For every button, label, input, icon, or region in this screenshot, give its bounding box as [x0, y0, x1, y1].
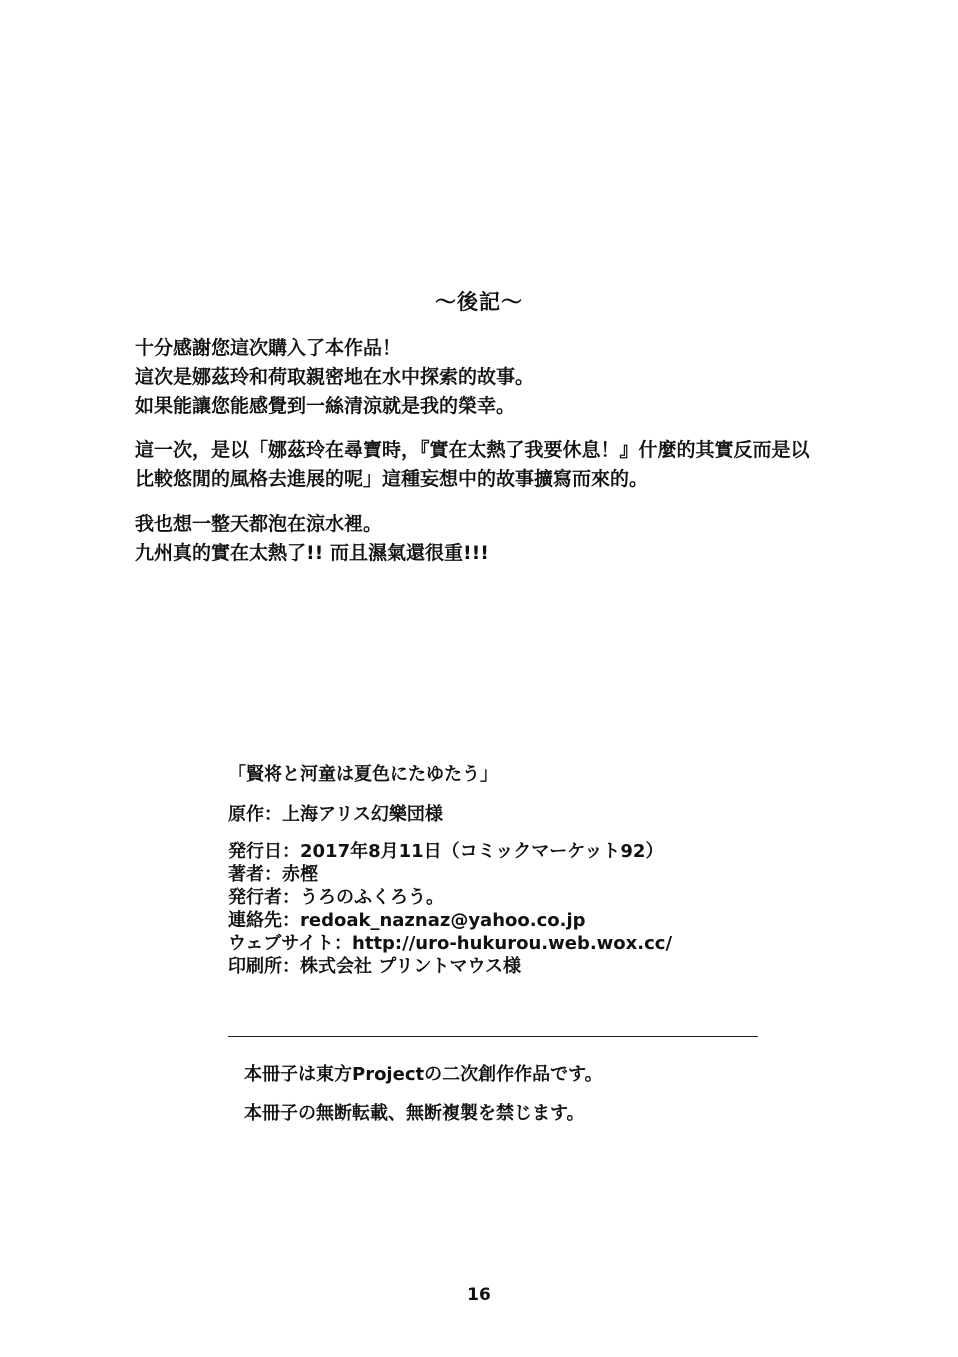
publisher: 発行者：うろのふくろう。: [228, 887, 444, 908]
website: ウェブサイト：http://uro-hukurou.web.wox.cc/: [228, 933, 673, 954]
afterword-paragraph: [135, 334, 534, 421]
contact-email: 連絡先：redoak_naznaz@yahoo.co.jp: [228, 910, 586, 931]
paragraph-line: 九州真的實在太熱了!! 而且濕氣還很重!!!: [135, 542, 489, 564]
divider: [228, 1036, 758, 1037]
paragraph-line: 我也想一整天都泡在涼水裡。: [135, 513, 383, 535]
afterword-paragraph: [135, 436, 810, 494]
paragraph-line: 十分感謝您這次購入了本作品！: [135, 337, 402, 359]
derivative-notice: 本冊子は東方Projectの二次創作作品です。: [244, 1064, 603, 1085]
copyright-notice: 本冊子の無断転載、無断複製を禁じます。: [244, 1103, 585, 1124]
original-work-credit: 原作：上海アリス幻樂団様: [228, 804, 443, 825]
printer: 印刷所：株式会社 プリントマウス様: [228, 956, 522, 977]
book-title: 「賢将と河童は夏色にたゆたう」: [228, 764, 498, 785]
colophon-credits: [228, 840, 672, 978]
author: 著者：赤樫: [228, 864, 318, 885]
page-number: 16: [467, 1285, 491, 1305]
paragraph-line: 比較悠閒的風格去進展的呢」這種妄想中的故事擴寫而來的。: [135, 468, 649, 490]
paragraph-line: 這次是娜茲玲和荷取親密地在水中探索的故事。: [135, 366, 535, 388]
paragraph-line: 這一次，是以「娜茲玲在尋寶時，『實在太熱了我要休息！』什麼的其實反而是以: [135, 439, 810, 461]
publish-date: 発行日：2017年8月11日（コミックマーケット92）: [228, 841, 664, 862]
afterword-title: ～後記～: [435, 290, 523, 314]
paragraph-line: 如果能讓您能感覺到一絲清涼就是我的榮幸。: [135, 395, 516, 417]
afterword-paragraph: [135, 510, 489, 568]
